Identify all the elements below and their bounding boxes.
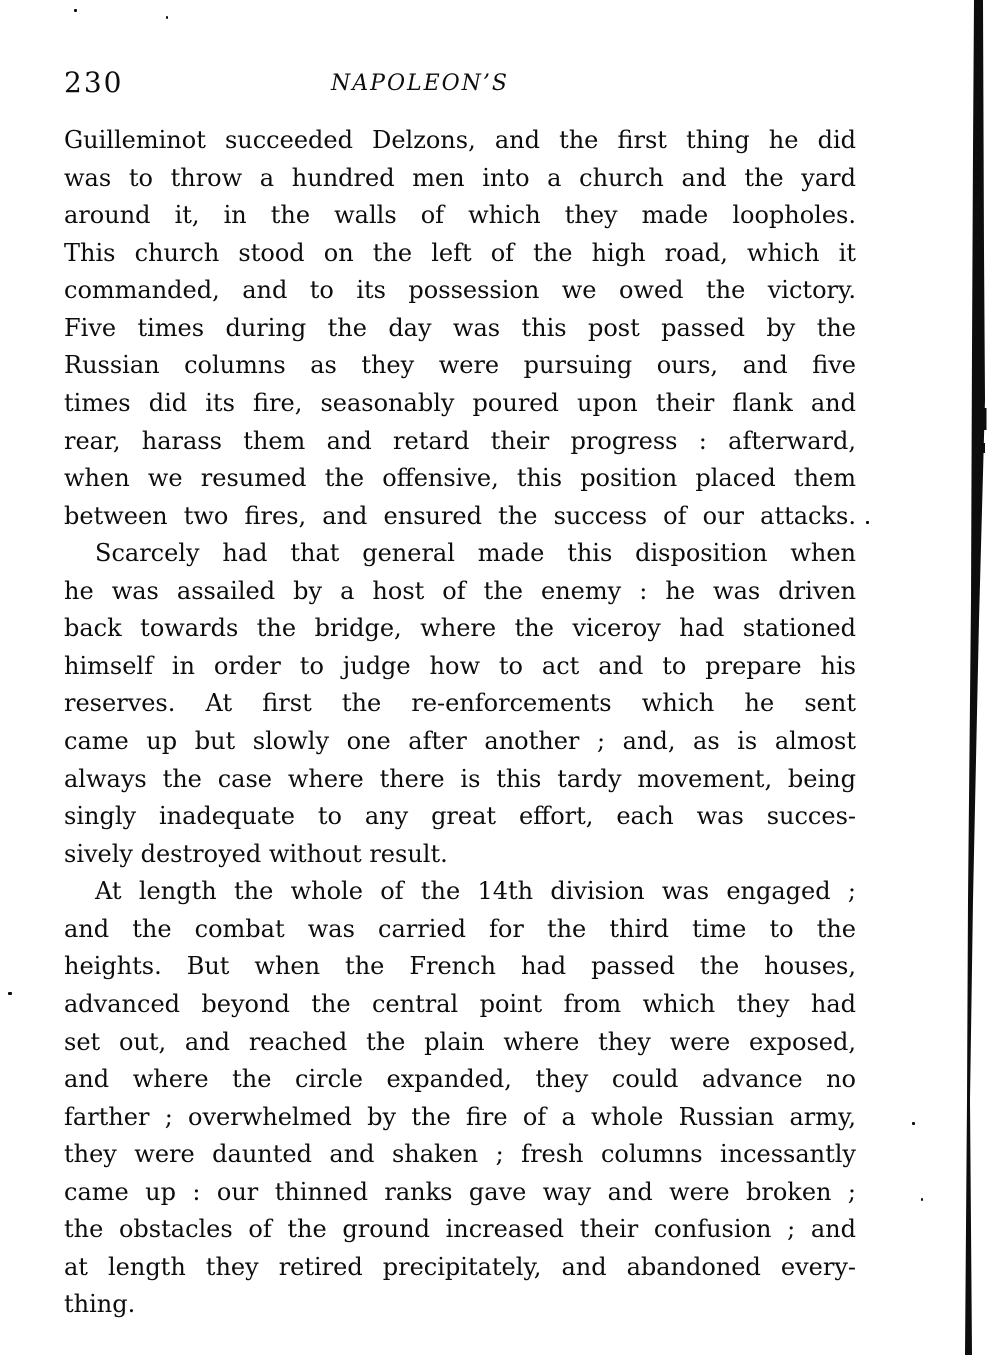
page-number: 230 bbox=[64, 66, 124, 99]
text-line: singly inadequate to any great effort, each was succes- bbox=[64, 802, 856, 831]
text-line: At length the whole of the 14th division was engaged ; bbox=[95, 877, 856, 906]
text-line: heights. But when the French had passed the houses, bbox=[64, 952, 856, 981]
binding-line-shape bbox=[965, 0, 985, 1355]
text-line: Five times during the day was this post passed by the bbox=[64, 313, 856, 342]
running-header: NAPOLEON’S bbox=[331, 71, 509, 96]
scan-speck bbox=[8, 992, 12, 995]
text-line: set out, and reached the plain where they were exposed, bbox=[64, 1027, 856, 1056]
text-line: came up : our thinned ranks gave way and were broken ; bbox=[64, 1177, 856, 1206]
text-line: and where the circle expanded, they could advance no bbox=[64, 1065, 856, 1094]
text-line: Scarcely had that general made this disposition when bbox=[95, 539, 856, 568]
text-line: at length they retired precipitately, and abandoned every- bbox=[64, 1252, 856, 1281]
text-line: Russian columns as they were pursuing ours, and five bbox=[64, 351, 856, 380]
text-line: around it, in the walls of which they made loopholes. bbox=[64, 201, 856, 230]
text-line: rear, harass them and retard their progress : afterward, bbox=[64, 426, 856, 455]
text-line: and the combat was carried for the third time to the bbox=[64, 914, 856, 943]
text-line: advanced beyond the central point from which they had bbox=[64, 989, 856, 1018]
text-line: This church stood on the left of the high road, which it bbox=[64, 238, 856, 267]
binding-line-fragment bbox=[984, 408, 987, 430]
scan-speck bbox=[912, 1122, 915, 1125]
scan-speck bbox=[866, 521, 869, 524]
body-text bbox=[64, 122, 856, 1324]
text-line: reserves. At first the re-enforcements which he sent bbox=[64, 689, 856, 718]
book-binding-scan-line bbox=[950, 0, 995, 1355]
scan-speck bbox=[74, 9, 77, 12]
text-line: he was assailed by a host of the enemy : he was driven bbox=[64, 576, 856, 605]
scan-speck bbox=[166, 16, 168, 19]
text-line: came up but slowly one after another ; and, as is almost bbox=[64, 727, 856, 755]
text-line: farther ; overwhelmed by the fire of a whole Russian army, bbox=[64, 1102, 856, 1131]
text-line: was to throw a hundred men into a church and the yard bbox=[64, 163, 856, 192]
text-line: times did its fire, seasonably poured upon their flank and bbox=[64, 388, 856, 417]
text-line: always the case where there is this tardy movement, being bbox=[64, 764, 856, 793]
text-line: they were daunted and shaken ; fresh columns incessantly bbox=[64, 1140, 856, 1169]
text-line: when we resumed the offensive, this position placed them bbox=[64, 464, 856, 493]
text-line: himself in order to judge how to act and to prepare his bbox=[64, 651, 856, 680]
text-line: sively destroyed without result. bbox=[64, 839, 448, 868]
scan-speck bbox=[921, 1198, 923, 1201]
binding-line-fragment bbox=[983, 443, 985, 453]
text-line: thing. bbox=[64, 1290, 136, 1319]
text-line: commanded, and to its possession we owed the victory. bbox=[64, 276, 856, 305]
text-line: the obstacles of the ground increased their confusion ; and bbox=[64, 1215, 856, 1244]
text-line: between two fires, and ensured the success of our attacks. bbox=[64, 501, 856, 530]
text-line: back towards the bridge, where the viceroy had stationed bbox=[64, 614, 856, 643]
text-line: Guilleminot succeeded Delzons, and the first thing he did bbox=[64, 126, 856, 154]
